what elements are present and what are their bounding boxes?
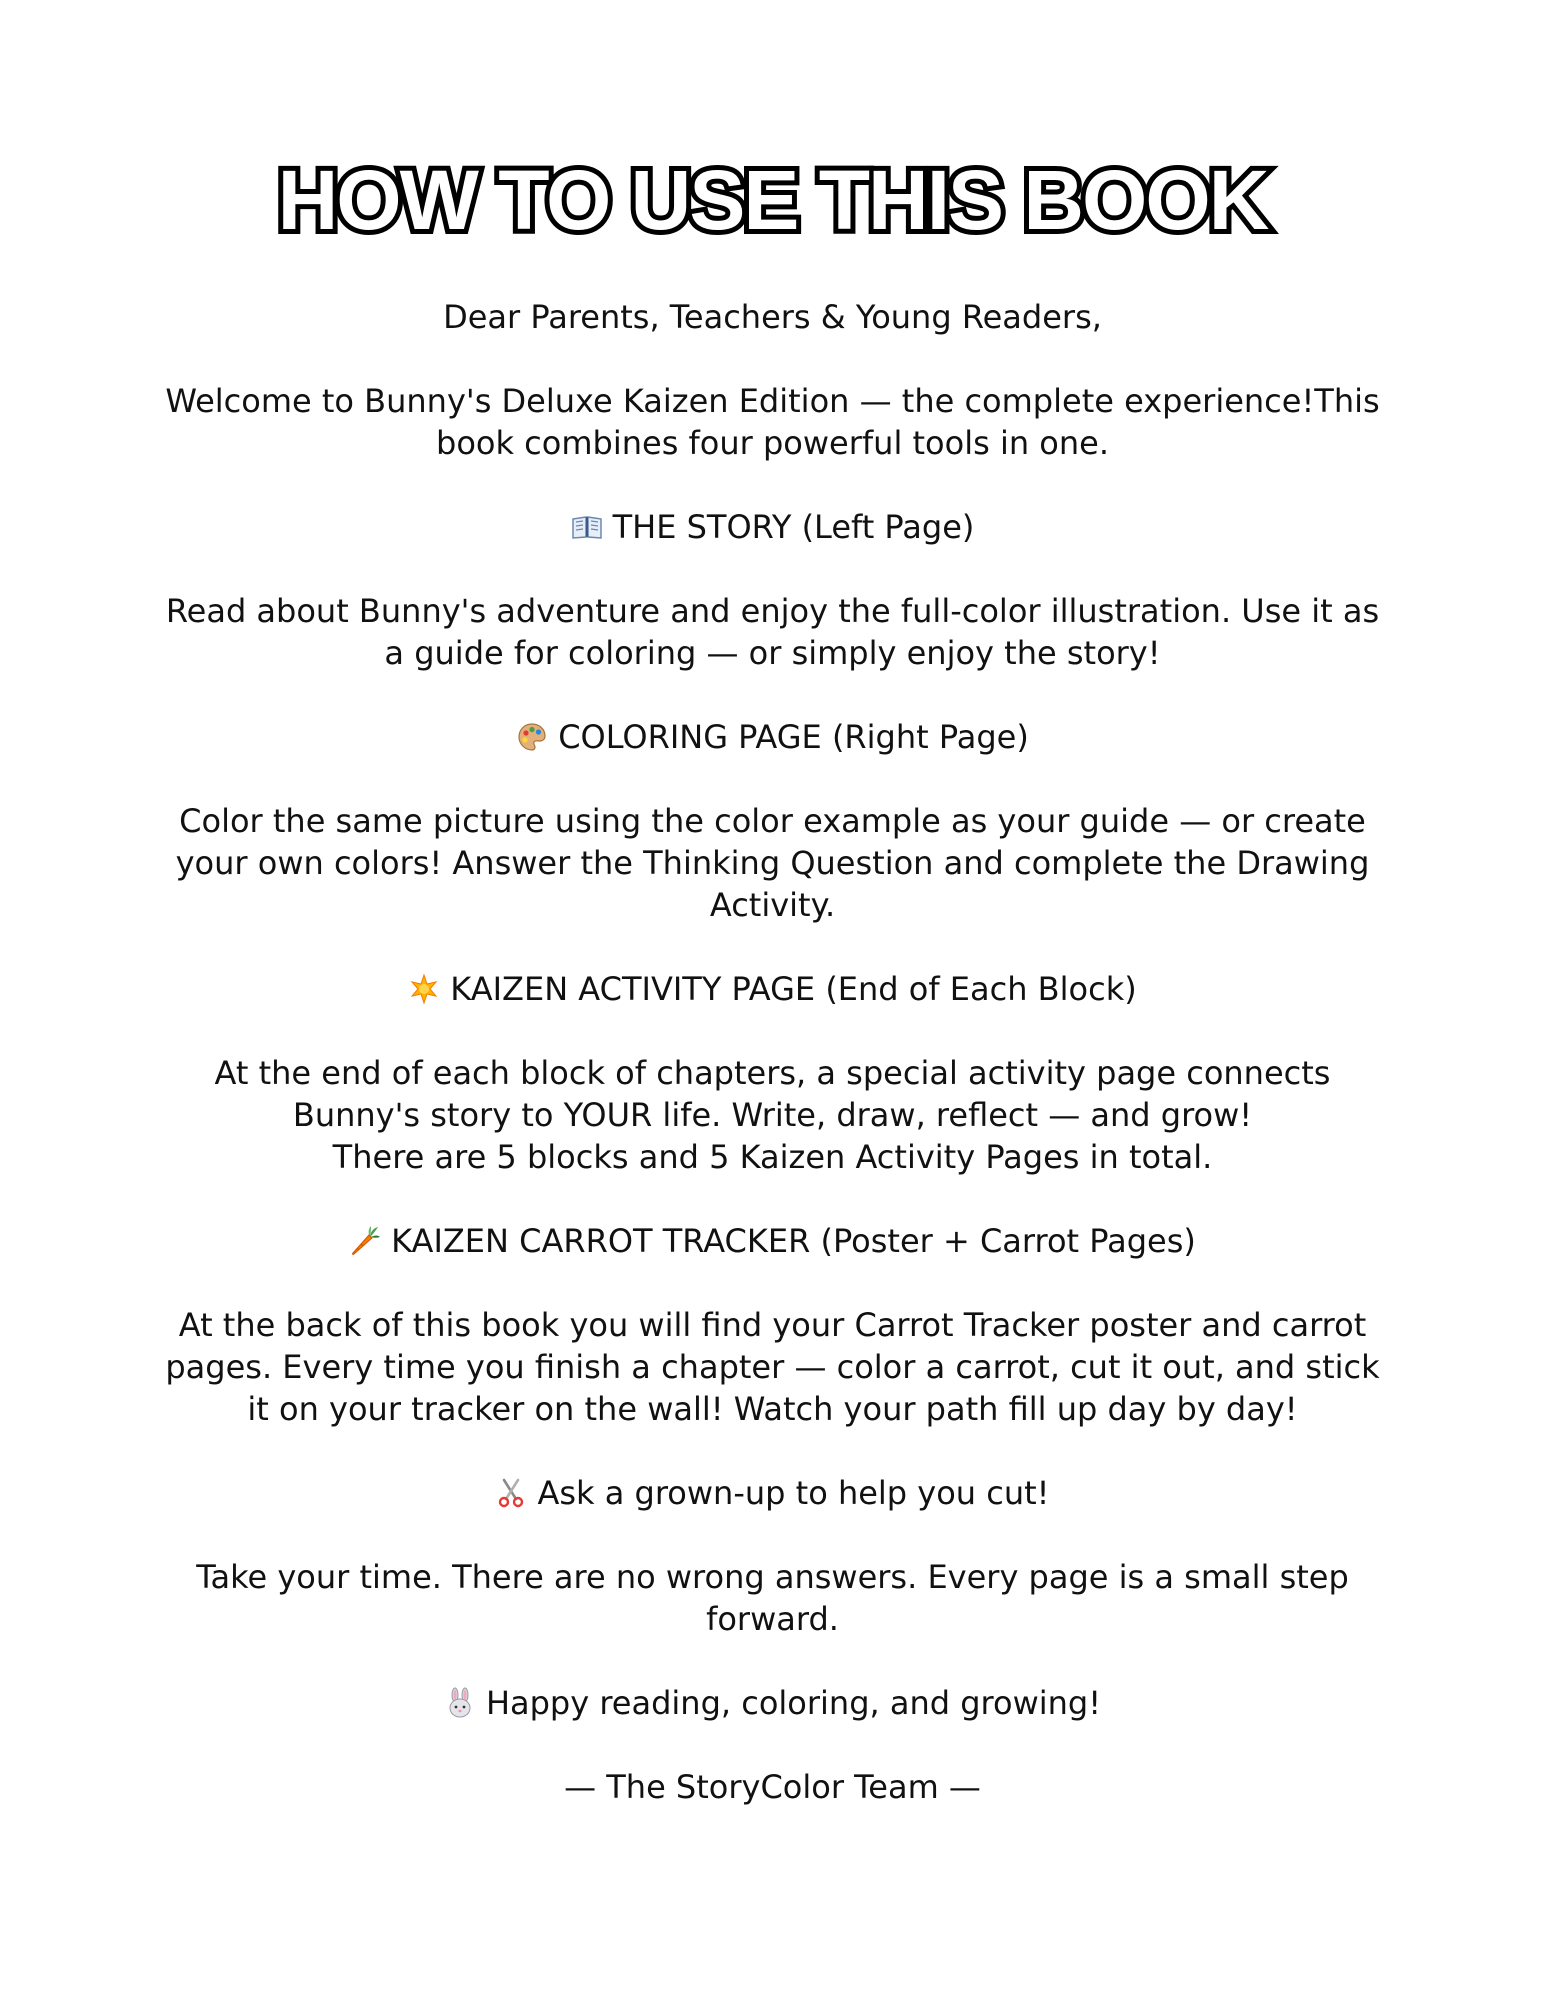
section-heading-text: THE STORY (Left Page) (612, 508, 975, 546)
scissors-note (165, 1472, 1380, 1514)
section-heading-carrot-tracker (165, 1220, 1380, 1262)
section-text-carrot-tracker: At the back of this book you will find your Carrot Tracker poster and carrot pages. Every time you finish a chapter — color a carrot, cut it out, and stick it on your tracker on the wall! Watch your path fill up day by day! (165, 1306, 1380, 1428)
page-title: HOW TO USE THIS BOOK (277, 153, 1268, 247)
section-text-kaizen-activity (165, 1052, 1380, 1178)
section-heading-coloring (165, 716, 1380, 758)
section-heading-text: KAIZEN CARROT TRACKER (Poster + Carrot Pages) (391, 1222, 1196, 1260)
section-heading-text: KAIZEN ACTIVITY PAGE (End of Each Block) (450, 970, 1137, 1008)
section-heading-text: COLORING PAGE (Right Page) (558, 718, 1029, 756)
rabbit-icon (444, 1687, 476, 1719)
body-text (165, 296, 1380, 1808)
closing-text: Happy reading, coloring, and growing! (485, 1684, 1102, 1722)
section-heading-story (165, 506, 1380, 548)
intro-paragraph: Welcome to Bunny's Deluxe Kaizen Edition — the complete experience!This book combines four powerful tools in one. (165, 382, 1380, 462)
section-text-line: At the end of each block of chapters, a special activity page connects Bunny's story to YOUR life. Write, draw, reflect — and grow! (214, 1054, 1331, 1134)
carrot-icon (349, 1225, 381, 1257)
scissors-note-text: Ask a grown-up to help you cut! (537, 1474, 1050, 1512)
open-book-icon (571, 511, 603, 543)
section-text-coloring: Color the same picture using the color example as your guide — or create your own colors! Answer the Thinking Question and complete the Drawing Activity. (175, 802, 1370, 924)
section-heading-kaizen-activity (165, 968, 1380, 1010)
greeting: Dear Parents, Teachers & Young Readers, (443, 298, 1102, 336)
scissors-icon (495, 1477, 527, 1509)
encouragement-paragraph: Take your time. There are no wrong answers. Every page is a small step forward. (196, 1558, 1349, 1638)
star-icon (408, 973, 440, 1005)
palette-icon (516, 721, 548, 753)
closing-line (165, 1682, 1380, 1724)
signature: — The StoryColor Team — (564, 1768, 981, 1806)
section-text-line: There are 5 blocks and 5 Kaizen Activity Pages in total. (332, 1138, 1213, 1176)
section-text-story: Read about Bunny's adventure and enjoy the full-color illustration. Use it as a guide for coloring — or simply enjoy the story! (165, 592, 1380, 672)
